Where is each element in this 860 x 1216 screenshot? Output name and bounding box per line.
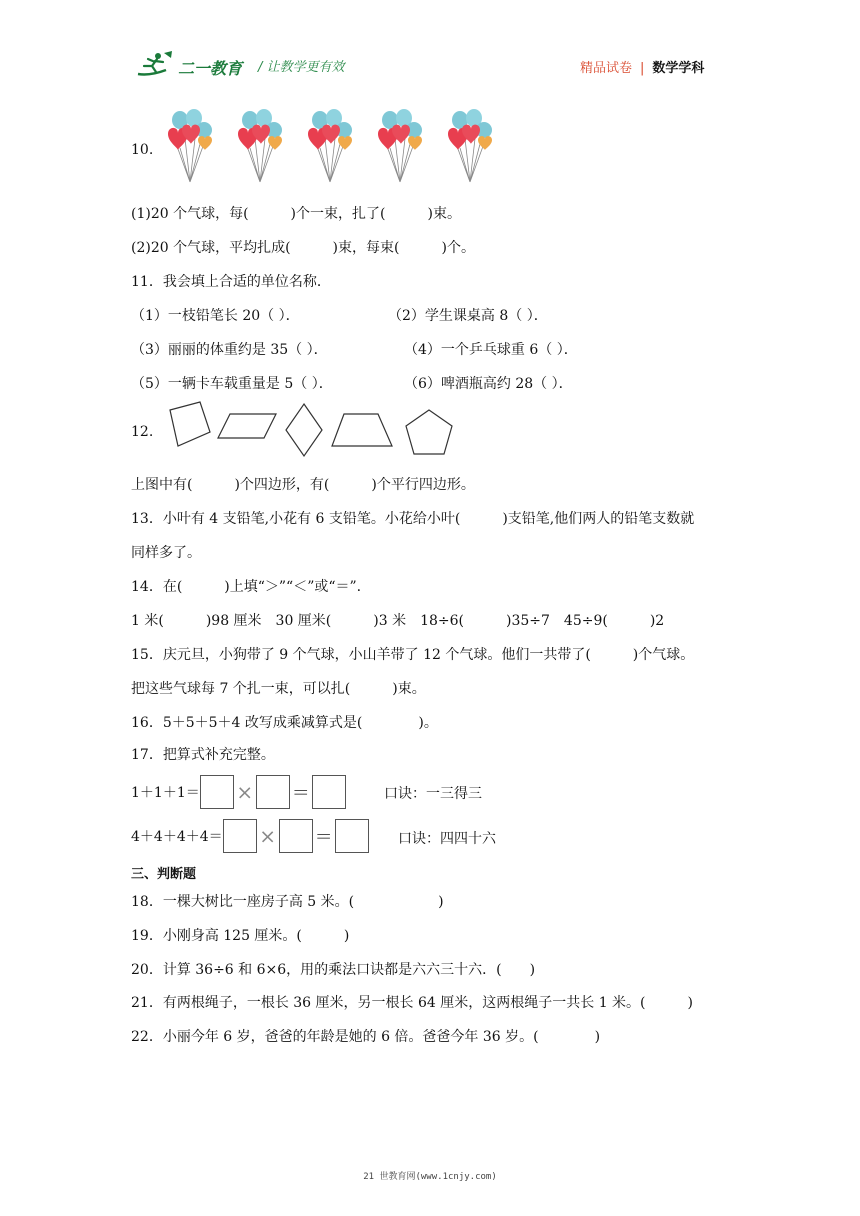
answer-box[interactable]: [279, 819, 313, 853]
brand-name: 二一教育: [178, 59, 243, 78]
q11-item-5: （5）一辆卡车载重量是 5（ ）．: [131, 376, 333, 392]
q10-line2: (2)20 个气球，平均扎成( )束，每束( )个。: [131, 240, 475, 256]
q12-number: 12.: [131, 424, 154, 440]
answer-box[interactable]: [223, 819, 257, 853]
q17-row1-hint: 口诀：一三得三: [384, 786, 482, 802]
tag-subject: 数学学科: [652, 61, 705, 76]
q10-number: 10.: [131, 142, 154, 158]
q16-text: 16．5＋5＋5＋4 改写成乘减算式是( )。: [131, 715, 438, 731]
answer-box[interactable]: [200, 775, 234, 809]
q17-row2: [131, 819, 369, 853]
q13-line2: 同样多了。: [131, 545, 201, 561]
judge-item-19: 19．小刚身高 125 厘米。( ): [131, 928, 350, 944]
q11-item-2: （2）学生课桌高 8（ ）．: [388, 308, 548, 324]
q17-row1-expr: 1＋1＋1＝: [131, 785, 200, 801]
runner-logo-icon: [136, 50, 176, 80]
times-sign: ×: [259, 824, 277, 848]
judge-item-21: 21．有两根绳子，一根长 36 厘米，另一根长 64 厘米，这两根绳子一共长 1 米。( ): [131, 995, 693, 1011]
q17-row1: [131, 775, 346, 809]
q11-item-3: （3）丽丽的体重约是 35（ ）．: [131, 342, 328, 358]
balloon-bunch-icon: [160, 108, 220, 186]
q17-title: 17．把算式补充完整。: [131, 747, 275, 763]
judge-item-20: 20．计算 36÷6 和 6×6，用的乘法口诀都是六六三十六．( ): [131, 962, 536, 978]
q14-title: 14．在( )上填“＞”“＜”或“＝”.: [131, 579, 362, 595]
times-sign: ×: [236, 780, 254, 804]
q11-item-4: （4）一个乒乓球重 6（ ）．: [404, 342, 578, 358]
section-judge-title: 三、判断题: [131, 867, 197, 882]
q11-item-1: （1）一枝铅笔长 20（ ）．: [131, 308, 300, 324]
q11-item-6: （6）啤酒瓶高约 28（ ）．: [404, 376, 573, 392]
brand-slogan: / 让教学更有效: [258, 60, 345, 75]
tag-separator: |: [640, 61, 645, 76]
q13-line1: 13．小叶有 4 支铅笔,小花有 6 支铅笔。小花给小叶( )支铅笔,他们两人的铅笔支数就: [131, 511, 695, 527]
q17-row2-expr: 4＋4＋4＋4＝: [131, 829, 223, 845]
equals-sign: ＝: [291, 783, 310, 804]
trapezoid-shape: [332, 414, 392, 446]
header-tags: [580, 57, 704, 76]
answer-box[interactable]: [335, 819, 369, 853]
balloon-bunch-icon: [300, 108, 360, 186]
q11-title: 11．我会填上合适的单位名称．: [131, 274, 331, 290]
judge-item-22: 22．小丽今年 6 岁，爸爸的年龄是她的 6 倍。爸爸今年 36 岁。( ): [131, 1029, 601, 1045]
rhombus-shape: [286, 404, 322, 456]
q14-line: 1 米( )98 厘米 30 厘米( )3 米 18÷6( )35÷7 45÷9( )2: [131, 613, 665, 629]
q15-line1: 15．庆元旦，小狗带了 9 个气球，小山羊带了 12 个气球。他们一共带了( )个气球。: [131, 647, 695, 663]
equals-sign: ＝: [314, 827, 333, 848]
footer-text: 21 世教育网(www.1cnjy.com): [363, 1172, 497, 1182]
q17-row2-hint: 口诀：四四十六: [398, 831, 496, 847]
pentagon-shape: [406, 410, 452, 454]
shapes-figure: [160, 398, 460, 462]
answer-box[interactable]: [256, 775, 290, 809]
tilted-quadrilateral-shape: [170, 402, 210, 446]
q10-line1: (1)20 个气球，每( )个一束，扎了( )束。: [131, 206, 461, 222]
q12-text: 上图中有( )个四边形，有( )个平行四边形。: [131, 477, 475, 493]
balloon-bunch-icon: [440, 108, 500, 186]
balloon-bunch-icon: [230, 108, 290, 186]
judge-item-18: 18．一棵大树比一座房子高 5 米。( ): [131, 894, 444, 910]
answer-box[interactable]: [312, 775, 346, 809]
q15-line2: 把这些气球每 7 个扎一束，可以扎( )束。: [131, 681, 426, 697]
balloon-bunch-icon: [370, 108, 430, 186]
tag-premium: 精品试卷: [580, 61, 633, 76]
parallelogram-shape: [218, 414, 276, 438]
